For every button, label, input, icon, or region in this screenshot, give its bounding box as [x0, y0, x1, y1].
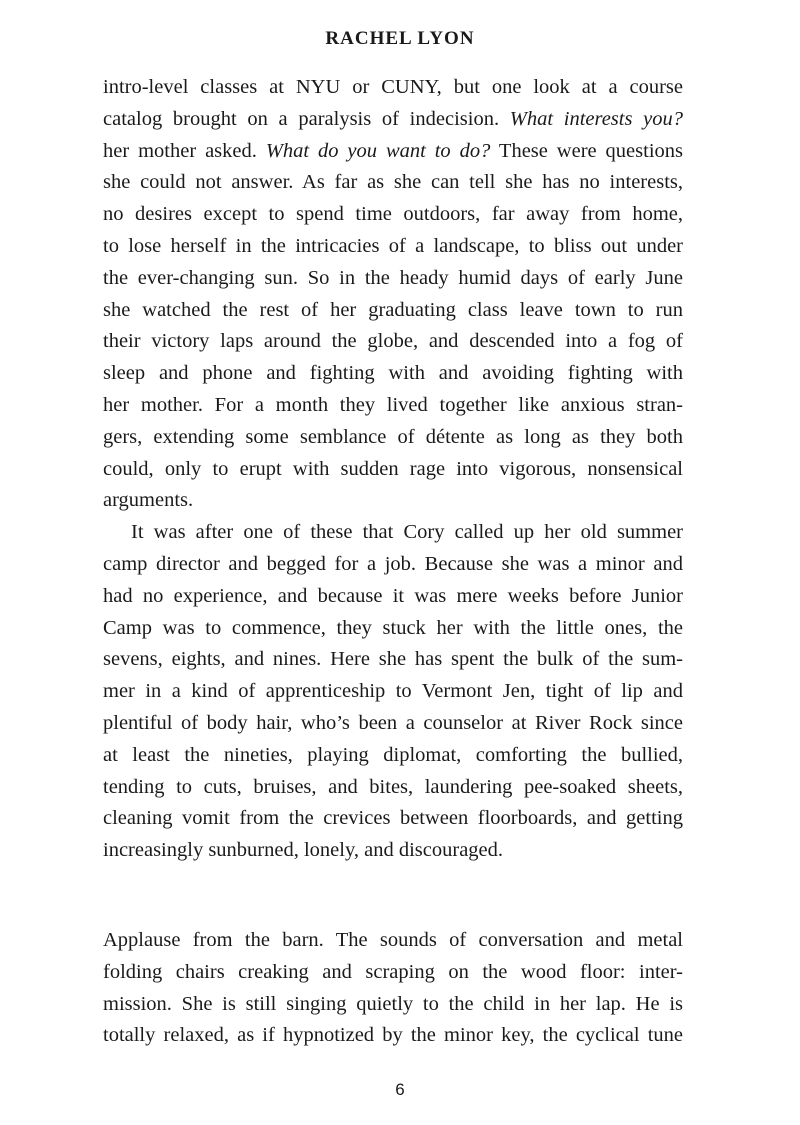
text-line [103, 104, 683, 136]
text-line: no desires except to spend time outdoors, far away from home, [103, 203, 683, 226]
text-span: These were questions [498, 139, 683, 162]
text-line: at least the nineties, playing diplomat, comforting the bullied, [103, 743, 683, 766]
text-line: sevens, eights, and nines. Here she has spent the bulk of the sum- [103, 648, 683, 671]
text-line: totally relaxed, as if hypnotized by the minor key, the cyclical tune [103, 1024, 683, 1047]
text-line: Camp was to commence, they stuck her with the little ones, the [103, 616, 683, 639]
text-line: arguments. [103, 489, 194, 512]
text-line: camp director and begged for a job. Because she was a minor and [103, 552, 683, 575]
text-line: Applause from the barn. The sounds of conversation and metal [103, 929, 683, 951]
text-line: mission. She is still singing quietly to the child in her lap. He is [103, 992, 683, 1015]
text-line: folding chairs creaking and scraping on the wood floor: inter- [103, 960, 683, 983]
page-number: 6 [395, 1080, 405, 1099]
text-line: the ever-changing sun. So in the heady humid days of early June [103, 266, 683, 289]
text-line: gers, extending some semblance of détente as long as they both [103, 425, 683, 448]
text-line: mer in a kind of apprenticeship to Vermont Jen, tight of lip and [103, 680, 683, 703]
text-block-lower [103, 925, 683, 1052]
text-line: her mother. For a month they lived together like anxious stran- [103, 393, 683, 416]
text-block-upper [103, 72, 683, 867]
running-head-author: RACHEL LYON [325, 28, 475, 49]
text-line: their victory laps around the globe, and descended into a fog of [103, 330, 683, 353]
text-line: sleep and phone and fighting with and avoiding fighting with [103, 362, 683, 385]
text-line: tending to cuts, bruises, and bites, laundering pee-soaked sheets, [103, 775, 683, 798]
text-line: she could not answer. As far as she can tell she has no interests, [103, 171, 683, 194]
text-line: had no experience, and because it was mere weeks before Junior [103, 584, 683, 607]
text-line: intro-level classes at NYU or CUNY, but one look at a course [103, 76, 683, 98]
text-line: plentiful of body hair, who’s been a counselor at River Rock since [103, 711, 683, 734]
text-line [103, 136, 683, 168]
text-line: she watched the rest of her graduating class leave town to run [103, 298, 683, 321]
text-line: cleaning vomit from the crevices between floorboards, and getting [103, 807, 683, 830]
text-span: catalog brought on a paralysis of indecision. [103, 107, 500, 130]
text-line: It was after one of these that Cory called up her old summer [131, 521, 683, 544]
text-span: her mother asked. [103, 139, 257, 162]
paragraph [103, 925, 683, 1052]
italic-span: What interests you? [509, 107, 684, 130]
italic-span: What do you want to do? [265, 139, 491, 162]
paragraph [103, 517, 683, 867]
text-line: increasingly sunburned, lonely, and discouraged. [103, 839, 504, 862]
text-line: could, only to erupt with sudden rage into vigorous, nonsensical [103, 457, 683, 480]
text-line: to lose herself in the intricacies of a landscape, to bliss out under [103, 234, 683, 257]
paragraph [103, 72, 683, 517]
